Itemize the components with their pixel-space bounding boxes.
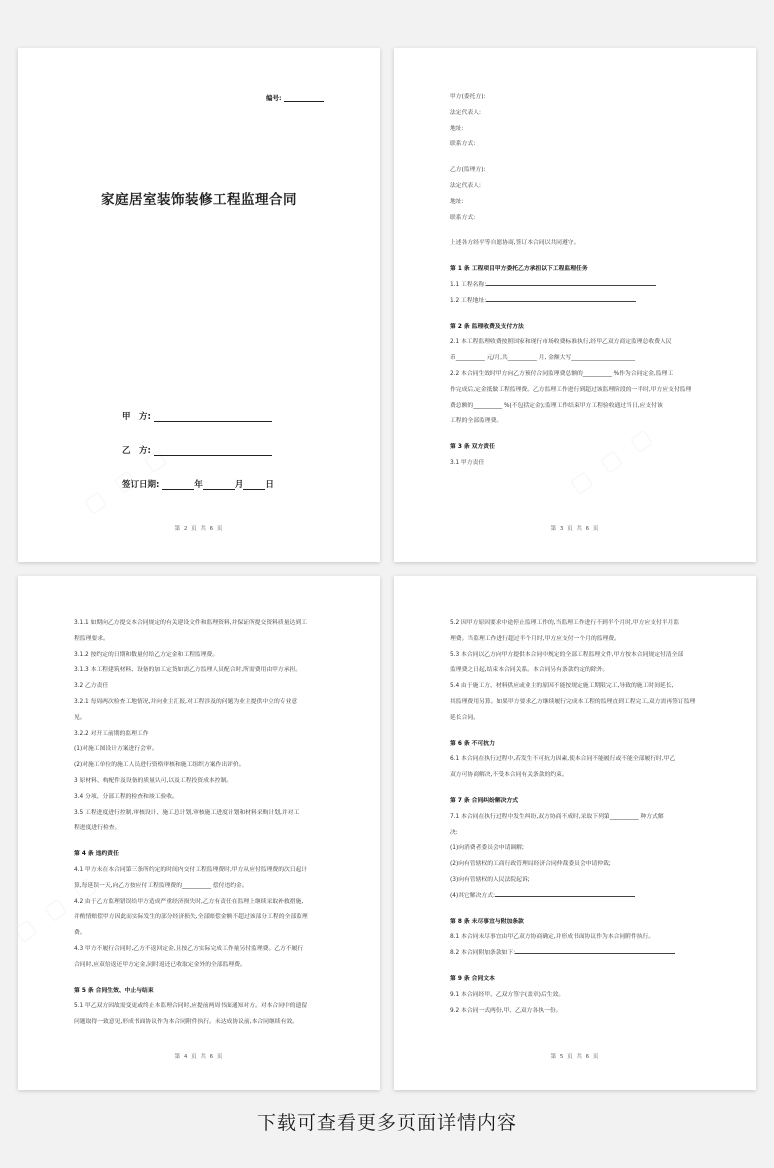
line-text: 问题取得一致意见,形成书面协议作为本合同附件执行。未达成协议前,本合同继续有效。 <box>74 1019 298 1026</box>
text-line <box>450 826 700 842</box>
line-text: 3.1 甲方责任 <box>450 459 485 466</box>
text-line <box>74 999 324 1015</box>
line-text: 延长合同。 <box>450 714 479 721</box>
line-text: (4)其它解决方式: <box>450 892 495 899</box>
page-number: 第 3 页 共 6 页 <box>550 526 600 532</box>
text-line <box>74 821 324 837</box>
line-text: 5.2 因甲方原因要求中途停止监理工作的,当监理工作进行不到半个月时,甲方应支付半月监 <box>450 620 680 626</box>
month-blank <box>203 480 235 490</box>
line-text: 5.4 由于施工方、材料供应或业主的原因不能按规定施工期限完工,导致的施工时间延长, <box>450 683 674 690</box>
day-blank <box>243 480 265 490</box>
line-text: 3.2 乙方责任 <box>74 683 109 690</box>
line-text: 见。 <box>74 714 86 721</box>
line-text: 联系方式: <box>450 214 476 221</box>
paragraph-gap <box>450 252 700 262</box>
contract-page-4 <box>18 576 380 1090</box>
text-line <box>74 711 324 727</box>
page-body <box>450 616 700 1019</box>
line-text: 3.4 分项、分部工程的检查和竣工验收。 <box>74 793 178 800</box>
section-heading <box>450 737 700 753</box>
fill-in-blank <box>486 295 636 302</box>
line-text: 第 8 条 未尽事宜与附加条款 <box>450 918 524 925</box>
text-line <box>450 930 700 946</box>
line-text: 甲方(委托方): <box>450 94 486 100</box>
text-line <box>74 742 324 758</box>
paragraph-gap <box>450 962 700 972</box>
text-line <box>450 711 700 727</box>
line-text: 4.3 甲方不履行合同时,乙方不返回定金,且按乙方实际完成工作量另付监理费。乙方不履行 <box>74 945 304 952</box>
text-line <box>450 456 700 472</box>
line-text: 2.2 本合同生效时甲方向乙方预付合同监理费总额的__________ %作为合同定金,监理工 <box>450 370 674 377</box>
section-heading <box>450 915 700 931</box>
line-text: 3.1.1 如期向乙方提交本合同规定的有关建设文件和监理资料,并保证所提交资料质量达到工 <box>74 620 307 626</box>
text-line <box>450 137 700 153</box>
year-label: 年 <box>194 480 203 490</box>
line-text: (1)对施工图设计方案进行会审。 <box>74 746 158 753</box>
line-text: 第 4 条 违约责任 <box>74 851 119 858</box>
line-text: 5.1 甲乙双方因故需变更或终止本监理合同时,应提前两周书面通知对方。对本合同中的遗留 <box>74 1003 308 1010</box>
text-line <box>450 236 700 252</box>
line-text: 7.1 本合同在执行过程中发生纠纷,双方协商不成时,采取下列第__________ 种方式解 <box>450 813 664 820</box>
fill-in-blank <box>486 279 656 286</box>
party-a-blank <box>154 412 272 422</box>
text-line <box>450 616 700 632</box>
month-label: 月 <box>234 480 244 490</box>
line-text: 双方可协商解决,不受本合同有关条款的约束。 <box>450 772 568 779</box>
party-a-signature <box>122 410 272 422</box>
fill-in-blank <box>495 890 635 897</box>
day-label: 日 <box>265 480 274 490</box>
paragraph-gap <box>450 905 700 915</box>
text-line <box>450 90 700 106</box>
line-text: 第 7 条 合同纠纷解决方式 <box>450 797 519 804</box>
text-line <box>450 195 700 211</box>
text-line <box>450 841 700 857</box>
text-line <box>450 695 700 711</box>
line-text: 理费。当监理工作进行超过半个月时,甲方应支付一个月的监理费。 <box>450 635 620 642</box>
text-line <box>450 1004 700 1020</box>
text-line <box>450 663 700 679</box>
section-heading <box>450 440 700 456</box>
text-line <box>74 727 324 743</box>
line-text: 4.1 甲方未在本合同第三条所约定的时间内交付工程监理费时,甲方从应付监理费的次日起计 <box>74 866 308 873</box>
text-line <box>74 1015 324 1031</box>
text-line <box>450 335 700 351</box>
line-text: 上述各方经平等自愿协商,签订本合同以共同遵守。 <box>450 240 580 247</box>
text-line <box>450 179 700 195</box>
line-text: 监理费之日起,结束本合同关系。本合同另有条款约定的除外。 <box>450 667 609 674</box>
line-text: 2.1 本工程监理收费按照国家和现行市场收费标准执行,经甲乙双方商定监理总收费人民 <box>450 339 672 346</box>
text-line <box>74 926 324 942</box>
party-b-signature <box>122 444 272 456</box>
line-text: 9.2 本合同一式两份,甲、乙双方各执一份。 <box>450 1007 562 1014</box>
line-text: 6.1 本合同在执行过程中,若发生不可抗力因素,使本合同不能履行或不能全部履行时,甲乙 <box>450 756 676 763</box>
text-line <box>450 351 700 367</box>
text-line <box>450 648 700 664</box>
serial-blank <box>284 95 324 102</box>
text-line <box>450 873 700 889</box>
line-text: 3.2.2 对开工前期的监理工作 <box>74 730 149 737</box>
text-line <box>74 879 324 895</box>
line-text: 8.2 本合同附加条款如下: <box>450 950 516 957</box>
paragraph-gap <box>450 784 700 794</box>
paragraph-gap <box>450 727 700 737</box>
contract-title: 家庭居室装饰装修工程监理合同 <box>101 192 297 208</box>
section-heading <box>450 794 700 810</box>
text-line <box>450 278 700 294</box>
year-blank <box>162 480 194 490</box>
line-text: 地址: <box>450 198 464 205</box>
line-text: (2)向有管辖权的工商行政管理局经济合同仲裁委员会申请仲裁; <box>450 861 611 868</box>
text-line <box>74 910 324 926</box>
line-text: (2)对施工单位的施工人员进行资格审核和施工组织方案作出评价。 <box>74 762 245 769</box>
line-text: 第 3 条 双方责任 <box>450 444 495 451</box>
line-text: 8.1 本合同未尽事宜由甲乙双方协商确定,并形成书面协议作为本合同附件执行。 <box>450 934 655 941</box>
line-text: 算,每延误一天,向乙方按应付工程监理费的__________ 偿付违约金。 <box>74 882 248 889</box>
line-text: (3)向有管辖权的人民法院起诉; <box>450 876 530 883</box>
line-text: 决: <box>450 829 458 836</box>
text-line <box>450 988 700 1004</box>
text-line <box>74 958 324 974</box>
text-line <box>450 383 700 399</box>
text-line <box>450 122 700 138</box>
text-line <box>450 211 700 227</box>
text-line <box>450 810 700 826</box>
text-line <box>450 752 700 768</box>
line-text: 地址: <box>450 125 464 132</box>
sign-date-label: 签订日期: <box>122 480 160 490</box>
paragraph-gap <box>450 310 700 320</box>
section-heading <box>450 262 700 278</box>
line-text: 3.5 工程进度进行控制,审核设计、施工总计划,审核施工进度计划和材料采购计划,并对工 <box>74 809 300 816</box>
text-line <box>450 106 700 122</box>
line-text: 5.3 本合同以乙方向甲方提供本合同中规定的全部工程监理文件,甲方按本合同规定付清全部 <box>450 651 684 658</box>
line-text: 3.1.2 按约定的日期和数量付给乙方定金和工程监理费。 <box>74 651 219 658</box>
line-text: 并酌情赔偿甲方因此而实际发生的部分经济损失,全部赔偿金额不超过该部分工程的全部监理 <box>74 914 308 921</box>
sign-date <box>122 478 274 490</box>
text-line <box>74 774 324 790</box>
line-text: 工程的全部监理费。 <box>450 418 503 425</box>
line-text: 费。 <box>74 930 86 937</box>
serial-label: 编号: <box>266 94 282 102</box>
line-text: 第 6 条 不可抗力 <box>450 740 495 747</box>
paragraph-gap <box>450 153 700 163</box>
page-number: 第 5 页 共 6 页 <box>550 1054 600 1060</box>
line-text: 9.1 本合同经甲、乙双方签字(盖章)后生效。 <box>450 991 565 998</box>
section-heading <box>74 984 324 1000</box>
line-text: 其监理费用另算。如果甲方要求乙方继续履行完成本工程的监理直到工程完工,双方需再签订监理 <box>450 698 696 705</box>
text-line <box>74 695 324 711</box>
text-line <box>450 163 700 179</box>
line-text: 3.1.3 本工程建筑材料、设备的加工定货如需乙方监理人员配合时,所需费用由甲方承担。 <box>74 667 302 674</box>
text-line <box>450 946 700 962</box>
text-line <box>450 294 700 310</box>
section-heading <box>450 320 700 336</box>
line-text: 4.2 由于乙方监理错误给甲方造成严重经济损失时,乙方有责任在监理上继续采取补救措施, <box>74 898 304 905</box>
line-text: 法定代表人: <box>450 182 481 189</box>
party-a-label: 甲 方: <box>122 412 151 422</box>
contract-cover-page <box>18 48 380 562</box>
party-b-label: 乙 方: <box>122 446 151 456</box>
text-line <box>450 632 700 648</box>
text-line <box>74 790 324 806</box>
line-text: 联系方式: <box>450 141 476 148</box>
line-text: 程进度进行检查。 <box>74 825 121 832</box>
line-text: 3.2.1 每周两次检查工地情况,并向业主汇报,对工程涉及的问题为业主提供中立的专业意 <box>74 698 298 705</box>
text-line <box>74 942 324 958</box>
text-line <box>74 895 324 911</box>
text-line <box>74 616 324 632</box>
text-line <box>74 863 324 879</box>
paragraph-gap <box>450 430 700 440</box>
text-line <box>450 889 700 905</box>
line-text: 3 原材料、构配件及设备的质量认可,以及工程投资成本控制。 <box>74 777 233 784</box>
party-b-blank <box>154 446 272 456</box>
download-caption: 下载可查看更多页面详情内容 <box>256 1112 517 1134</box>
section-heading <box>450 972 700 988</box>
line-text: 第 2 条 监理收费及支付方法 <box>450 323 524 330</box>
line-text: 法定代表人: <box>450 109 481 116</box>
contract-page-3 <box>394 48 756 562</box>
line-text: 合同时,应双倍返还甲方定金,同时返还已收取定金外的全部监理费。 <box>74 961 246 968</box>
line-text: 程监理要求。 <box>74 635 109 642</box>
contract-page-5 <box>394 576 756 1090</box>
line-text: 第 1 条 工程项目甲方委托乙方承担以下工程监理任务 <box>450 266 588 273</box>
paragraph-gap <box>74 974 324 984</box>
text-line <box>450 857 700 873</box>
page-body <box>450 90 700 472</box>
line-text: 币__________ 元/月,共__________ 月, 金额大写______________________ <box>450 355 636 362</box>
text-line <box>74 632 324 648</box>
line-text: 1.2 工程地址: <box>450 297 487 304</box>
line-text: 费总额的__________ %(不包括定金);监理工作结束甲方工程验收通过当日,应支付该 <box>450 402 663 409</box>
text-line <box>450 414 700 430</box>
paragraph-gap <box>450 226 700 236</box>
text-line <box>450 679 700 695</box>
fill-in-blank <box>515 947 675 954</box>
text-line <box>74 663 324 679</box>
paragraph-gap <box>74 837 324 847</box>
page-number: 第 4 页 共 6 页 <box>174 1054 224 1060</box>
page-number: 第 2 页 共 6 页 <box>174 526 224 532</box>
text-line <box>450 399 700 415</box>
text-line <box>74 679 324 695</box>
section-heading <box>74 847 324 863</box>
line-text: 第 9 条 合同文本 <box>450 975 495 982</box>
line-text: 乙方(监理方): <box>450 167 486 174</box>
line-text: (1)向消费者委员会申请调解; <box>450 845 524 852</box>
page-body <box>74 616 324 1031</box>
serial-number <box>266 93 324 102</box>
text-line <box>450 768 700 784</box>
text-line <box>450 367 700 383</box>
text-line <box>74 758 324 774</box>
line-text: 1.1 工程名称: <box>450 281 487 288</box>
text-line <box>74 806 324 822</box>
line-text: 作完成后,定金抵做工程监理费。乙方监理工作进行到超过该监理阶段的一半时,甲方应支付监理 <box>450 386 692 393</box>
text-line <box>74 648 324 664</box>
line-text: 第 5 条 合同生效、中止与结束 <box>74 987 154 994</box>
